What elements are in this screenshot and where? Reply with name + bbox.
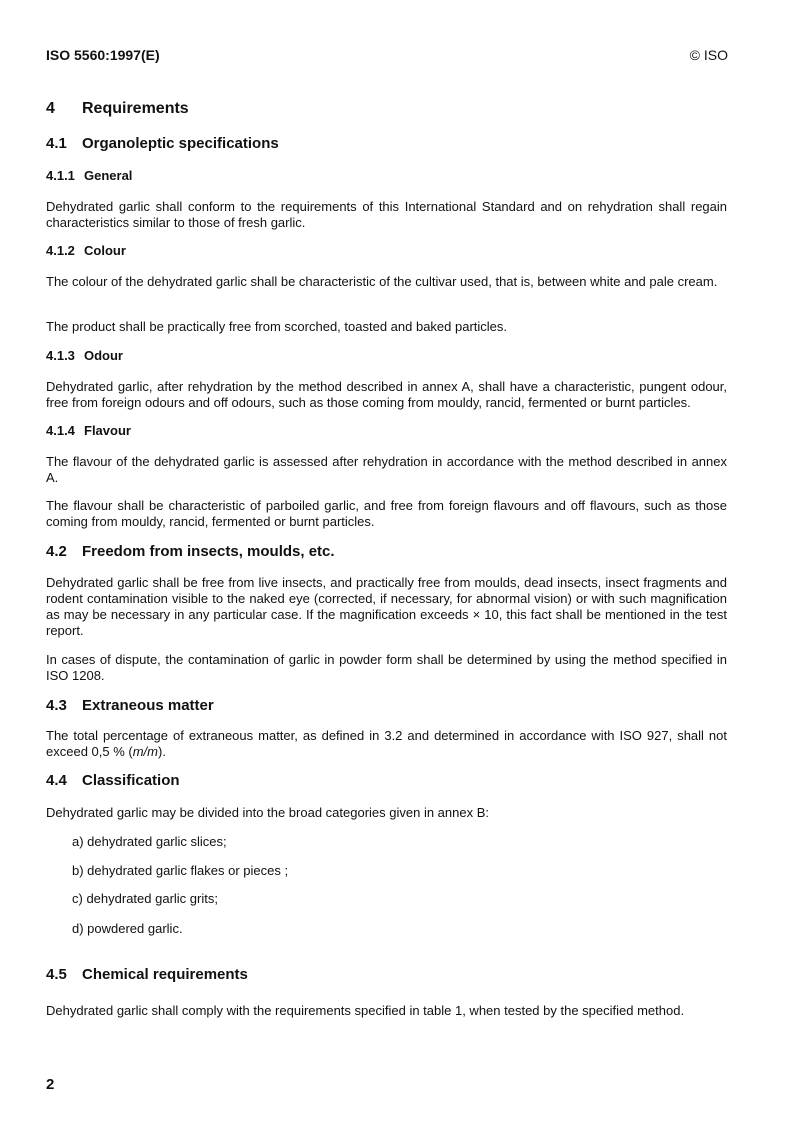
list-item: b) dehydrated garlic flakes or pieces ; [72, 863, 289, 878]
extraneous-matter-paragraph [46, 728, 727, 760]
section-4-heading [46, 100, 189, 118]
section-title: Chemical requirements [82, 966, 248, 983]
section-title: General [84, 168, 133, 183]
section-4-1-heading [46, 135, 279, 152]
section-4-4-heading [46, 772, 180, 789]
copyright-notice: © ISO [689, 47, 728, 63]
insects-paragraph-1: Dehydrated garlic shall be free from live insects, and practically free from moulds, dead insects, insect fragments and rodent contamination visible to the naked eye (corrected, if necessary, for abnormal vision) or with such magnification as may be necessary in any particular case. If the magnification exceeds × 10, this fact shall be mentioned in the test report. [46, 575, 727, 638]
section-number: 4.1.4 [46, 423, 75, 438]
section-title: Classification [82, 772, 180, 789]
document-id: ISO 5560:1997(E) [46, 47, 160, 63]
section-title: Extraneous matter [82, 697, 214, 714]
extraneous-text-end: ). [158, 744, 166, 759]
section-title: Odour [84, 348, 123, 363]
section-title: Colour [84, 243, 126, 258]
section-title: Organoleptic specifications [82, 135, 279, 152]
list-item: a) dehydrated garlic slices; [72, 834, 227, 849]
mass-fraction-unit: m/m [132, 744, 158, 759]
section-number: 4.5 [46, 966, 67, 983]
section-number: 4.4 [46, 772, 67, 789]
section-number: 4.1.1 [46, 168, 75, 183]
flavour-paragraph-2: The flavour shall be characteristic of parboiled garlic, and free from foreign flavours and off flavours, such as those coming from mouldy, rancid, fermented or burnt particles. [46, 498, 727, 529]
page-number: 2 [46, 1076, 55, 1093]
section-number: 4.2 [46, 543, 67, 560]
colour-paragraph-1: The colour of the dehydrated garlic shall be characteristic of the cultivar used, that is, between white and pale cream. [46, 274, 718, 289]
insects-paragraph-2: In cases of dispute, the contamination of garlic in powder form shall be determined by using the method specified in ISO 1208. [46, 652, 727, 683]
general-paragraph: Dehydrated garlic shall conform to the requirements of this International Standard and on rehydration shall regain characteristics similar to those of fresh garlic. [46, 199, 727, 230]
section-4-5-heading [46, 966, 248, 983]
flavour-paragraph-1: The flavour of the dehydrated garlic is assessed after rehydration in accordance with the method described in annex A. [46, 454, 727, 485]
list-item: c) dehydrated garlic grits; [72, 891, 218, 906]
section-title: Requirements [82, 100, 189, 117]
section-title: Freedom from insects, moulds, etc. [82, 543, 335, 560]
section-number: 4.1.3 [46, 348, 75, 363]
list-item: d) powdered garlic. [72, 921, 183, 936]
section-4-2-heading [46, 543, 335, 560]
section-number: 4.1.2 [46, 243, 75, 258]
extraneous-text-start: The total percentage of extraneous matter, as defined in 3.2 and determined in accordance with ISO 927, shall not exceed 0,5 % ( [46, 728, 727, 759]
classification-intro: Dehydrated garlic may be divided into the broad categories given in annex B: [46, 805, 489, 820]
section-title: Flavour [84, 423, 131, 438]
chemical-requirements-paragraph: Dehydrated garlic shall comply with the requirements specified in table 1, when tested by the specified method. [46, 1003, 685, 1018]
section-number: 4 [46, 100, 55, 117]
colour-paragraph-2: The product shall be practically free from scorched, toasted and baked particles. [46, 319, 508, 334]
section-4-3-heading [46, 697, 214, 714]
section-4-1-3-heading [46, 348, 123, 363]
odour-paragraph: Dehydrated garlic, after rehydration by the method described in annex A, shall have a characteristic, pungent odour, free from foreign odours and off odours, such as those coming from mouldy, rancid, fermented or burnt particles. [46, 379, 727, 410]
section-number: 4.1 [46, 135, 67, 152]
section-4-1-4-heading [46, 423, 131, 438]
section-number: 4.3 [46, 697, 67, 714]
section-4-1-2-heading [46, 243, 126, 258]
section-4-1-1-heading [46, 168, 132, 183]
